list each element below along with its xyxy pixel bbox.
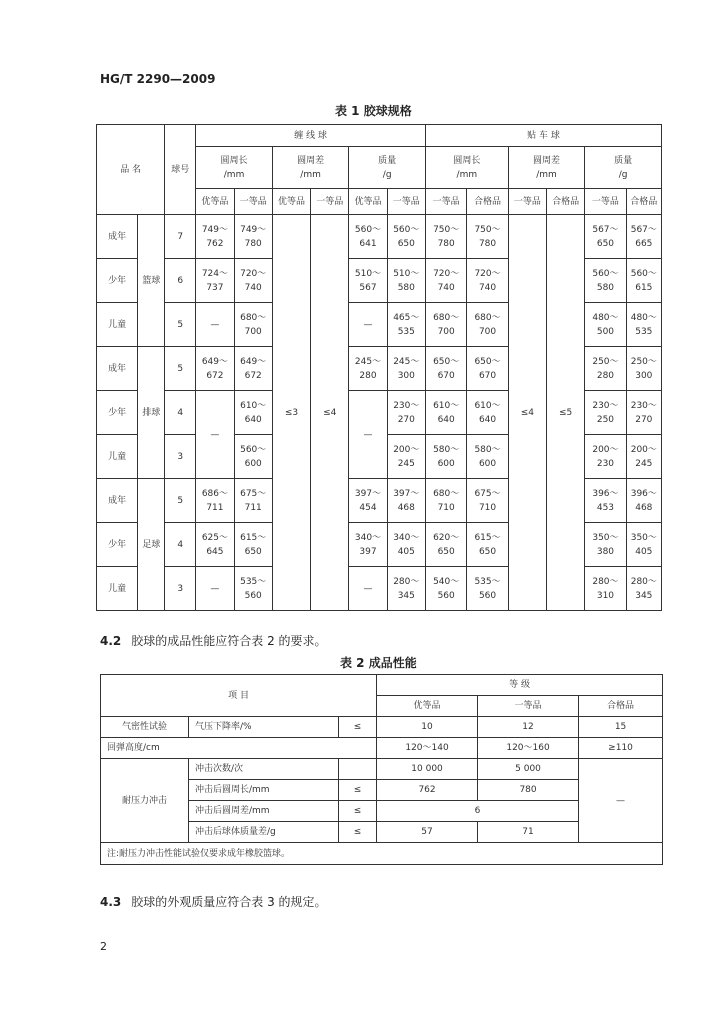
w-mass-unit: /g bbox=[382, 169, 392, 180]
cell-value: 280～ bbox=[630, 576, 657, 587]
ball-no: 5 bbox=[165, 479, 196, 523]
cell-value: 650 bbox=[397, 238, 415, 249]
ball-no: 5 bbox=[165, 347, 196, 391]
cell-value: 535 bbox=[397, 326, 415, 337]
cell-value: 650 bbox=[596, 238, 615, 249]
cell-value: 710 bbox=[478, 502, 497, 513]
grade-header: 合格品 bbox=[467, 189, 508, 215]
cell-value: 245 bbox=[635, 458, 653, 469]
impact-label: 耐压力冲击 bbox=[101, 759, 189, 843]
cell-value: 560～ bbox=[240, 444, 267, 455]
cell-value: 396～ bbox=[630, 488, 657, 499]
cell-value: 680～ bbox=[474, 312, 501, 323]
diff-wound-first: ≤4 bbox=[311, 215, 349, 611]
cell-value: 500 bbox=[596, 326, 615, 337]
group-patch: 贴 车 球 bbox=[425, 125, 661, 147]
cell-value: 245～ bbox=[393, 356, 420, 367]
w-circ-label: 圆周长 bbox=[220, 155, 248, 166]
cell-value: 397～ bbox=[354, 488, 382, 499]
cell-value: 580 bbox=[596, 282, 615, 293]
cell-value: 675～ bbox=[240, 488, 267, 499]
p-mass-label: 质量 bbox=[614, 155, 633, 166]
le-sign: ≤ bbox=[339, 822, 377, 843]
cell-value: — bbox=[349, 303, 387, 347]
cell-value: 465～ bbox=[393, 312, 420, 323]
col-no-header: 球号 bbox=[165, 125, 196, 215]
cell-value: 345 bbox=[635, 590, 653, 601]
cell-value: 230～ bbox=[592, 400, 619, 411]
cell-value: 700 bbox=[437, 326, 455, 337]
cell-value: 453 bbox=[596, 502, 615, 513]
cell-value: 720～ bbox=[240, 268, 267, 279]
ball-no: 5 bbox=[165, 303, 196, 347]
cell-value: 300 bbox=[397, 370, 415, 381]
cell-value: 280 bbox=[596, 370, 615, 381]
cell-value: 397 bbox=[359, 546, 377, 557]
cell-value: 780 bbox=[244, 238, 262, 249]
impact-count-label: 冲击次数/次 bbox=[189, 759, 339, 780]
cell-value: 600 bbox=[437, 458, 455, 469]
group-wound: 缠 线 球 bbox=[196, 125, 426, 147]
p-diff-label: 圆周差 bbox=[532, 155, 560, 166]
section-number: 4.2 bbox=[100, 634, 122, 648]
cell-value: 350～ bbox=[630, 532, 657, 543]
grade-header: 合格品 bbox=[626, 189, 661, 215]
sport-label: 足球 bbox=[138, 479, 165, 611]
cell-value: 5 000 bbox=[478, 759, 579, 780]
le-sign: ≤ bbox=[339, 780, 377, 801]
table-row bbox=[101, 717, 663, 738]
cell-value: 670 bbox=[437, 370, 455, 381]
rebound-label: 回弹高度/cm bbox=[101, 738, 377, 759]
ball-spec-table bbox=[96, 124, 662, 611]
age-label: 成年 bbox=[97, 347, 138, 391]
section-number: 4.3 bbox=[100, 895, 122, 909]
age-label: 儿童 bbox=[97, 303, 138, 347]
cell-value: 245～ bbox=[354, 356, 382, 367]
cell-value: — bbox=[196, 391, 234, 479]
cell-value: 300 bbox=[635, 370, 653, 381]
grade-header: 优等品 bbox=[196, 189, 234, 215]
age-label: 成年 bbox=[97, 215, 138, 259]
ball-no: 7 bbox=[165, 215, 196, 259]
cell-value: 230～ bbox=[393, 400, 420, 411]
cell-value: — bbox=[349, 391, 387, 479]
p-circ-unit: /mm bbox=[456, 169, 478, 180]
cell-value: 670 bbox=[478, 370, 497, 381]
cell-value: 560 bbox=[437, 590, 455, 601]
cell-value: 580 bbox=[397, 282, 415, 293]
cell-value: 250～ bbox=[630, 356, 657, 367]
cell-value: 740 bbox=[478, 282, 497, 293]
cell-value: 737 bbox=[206, 282, 224, 293]
age-label: 成年 bbox=[97, 479, 138, 523]
cell-value: 580～ bbox=[433, 444, 460, 455]
section-text: 胶球的成品性能应符合表 2 的要求。 bbox=[131, 634, 327, 648]
cell-value: 686～ bbox=[201, 488, 229, 499]
cell-value: 700 bbox=[478, 326, 497, 337]
table-row bbox=[101, 738, 663, 759]
age-label: 少年 bbox=[97, 391, 138, 435]
grade-header: 一等品 bbox=[387, 189, 425, 215]
section-text: 胶球的外观质量应符合表 3 的规定。 bbox=[131, 895, 327, 909]
table2-caption: 表 2 成品性能 bbox=[340, 656, 417, 670]
cell-value: 480～ bbox=[630, 312, 657, 323]
table1-caption: 表 1 胶球规格 bbox=[335, 104, 412, 118]
grade-superior: 优等品 bbox=[377, 696, 478, 717]
grade-header: 等 级 bbox=[377, 675, 663, 696]
w-diff-label: 圆周差 bbox=[297, 155, 325, 166]
cell-value: 749～ bbox=[240, 224, 267, 235]
cell-value: 280～ bbox=[592, 576, 619, 587]
cell-value: 560～ bbox=[393, 224, 420, 235]
cell-value: 480～ bbox=[592, 312, 619, 323]
cell-value: 560 bbox=[478, 590, 497, 601]
p-diff-unit: /mm bbox=[536, 169, 557, 180]
cell-value: 405 bbox=[397, 546, 415, 557]
cell-value: 200～ bbox=[592, 444, 619, 455]
cell-value: 700 bbox=[244, 326, 262, 337]
cell-value: 672 bbox=[206, 370, 224, 381]
cell-value: 567～ bbox=[592, 224, 619, 235]
post-mass-label: 冲击后球体质量差/g bbox=[189, 822, 339, 843]
cell-value: 649～ bbox=[240, 356, 267, 367]
cell-value: 250～ bbox=[592, 356, 619, 367]
table-row bbox=[97, 215, 662, 259]
cell-value: 615 bbox=[635, 282, 653, 293]
diff-wound-superior: ≤3 bbox=[272, 215, 310, 611]
standard-code: HG/T 2290—2009 bbox=[100, 72, 216, 86]
w-mass-label: 质量 bbox=[378, 155, 397, 166]
cell-value: 350～ bbox=[592, 532, 619, 543]
cell-value: 15 bbox=[579, 717, 663, 738]
cell-value: 397～ bbox=[393, 488, 420, 499]
grade-header: 一等品 bbox=[234, 189, 272, 215]
age-label: 少年 bbox=[97, 259, 138, 303]
cell-value: 650～ bbox=[433, 356, 460, 367]
cell-value: 510～ bbox=[393, 268, 420, 279]
cell-value: 615～ bbox=[474, 532, 501, 543]
cell-value: 230 bbox=[596, 458, 615, 469]
cell-value: — bbox=[196, 567, 234, 611]
cell-value: 567～ bbox=[630, 224, 657, 235]
cell-value: 615～ bbox=[240, 532, 267, 543]
cell-value: 560 bbox=[244, 590, 262, 601]
cell-value: 650 bbox=[437, 546, 455, 557]
cell-value: 250 bbox=[596, 414, 615, 425]
w-diff-unit: /mm bbox=[300, 169, 321, 180]
cell-value: 535 bbox=[635, 326, 653, 337]
grade-header: 一等品 bbox=[508, 189, 546, 215]
cell-value: 672 bbox=[244, 370, 262, 381]
cell-value: 645 bbox=[206, 546, 224, 557]
grade-header: 一等品 bbox=[311, 189, 349, 215]
grade-first: 一等品 bbox=[478, 696, 579, 717]
cell-value: 680～ bbox=[240, 312, 267, 323]
cell-value: 649～ bbox=[201, 356, 229, 367]
cell-value: 280 bbox=[359, 370, 377, 381]
age-label: 少年 bbox=[97, 523, 138, 567]
cell-value: 600 bbox=[244, 458, 262, 469]
cell-value: 720～ bbox=[433, 268, 460, 279]
cell-value: 396～ bbox=[592, 488, 619, 499]
cell-value: 405 bbox=[635, 546, 653, 557]
cell-value: 650～ bbox=[474, 356, 501, 367]
section-4-3 bbox=[100, 893, 327, 910]
table-note: 注:耐压力冲击性能试验仅要求成年橡胶篮球。 bbox=[101, 843, 663, 865]
cell-value: 10 000 bbox=[377, 759, 478, 780]
post-diff-label: 冲击后圆周差/mm bbox=[189, 801, 339, 822]
cell-value: 610～ bbox=[240, 400, 267, 411]
cell-value: 200～ bbox=[393, 444, 420, 455]
p-mass-unit: /g bbox=[618, 169, 628, 180]
pressure-drop-label: 气压下降率/% bbox=[189, 717, 339, 738]
w-circ-unit: /mm bbox=[223, 169, 245, 180]
sport-label: 篮球 bbox=[138, 215, 165, 347]
cell-value: 10 bbox=[377, 717, 478, 738]
le-sign: ≤ bbox=[339, 801, 377, 822]
cell-value: 640 bbox=[244, 414, 262, 425]
cell-value: 711 bbox=[206, 502, 224, 513]
ball-no: 4 bbox=[165, 523, 196, 567]
cell-value: 560～ bbox=[592, 268, 619, 279]
performance-table bbox=[100, 674, 663, 865]
cell-value: 600 bbox=[478, 458, 497, 469]
cell-value: 340～ bbox=[354, 532, 382, 543]
cell-value: 640 bbox=[478, 414, 497, 425]
cell-value: 710 bbox=[437, 502, 455, 513]
cell-value: 749～ bbox=[201, 224, 229, 235]
cell-value: 740 bbox=[244, 282, 262, 293]
ball-no: 3 bbox=[165, 567, 196, 611]
cell-value: 535～ bbox=[474, 576, 501, 587]
cell-value: 120～140 bbox=[377, 738, 478, 759]
cell-value: 675～ bbox=[474, 488, 501, 499]
cell-value: 620～ bbox=[433, 532, 460, 543]
cell-value: 625～ bbox=[201, 532, 229, 543]
age-label: 儿童 bbox=[97, 567, 138, 611]
cell-value: 665 bbox=[635, 238, 653, 249]
col-name-header: 品 名 bbox=[97, 125, 165, 215]
cell-value: 200～ bbox=[630, 444, 657, 455]
cell-value: 540～ bbox=[433, 576, 460, 587]
cell-value: 641 bbox=[359, 238, 377, 249]
cell-value: 245 bbox=[397, 458, 415, 469]
grade-header: 一等品 bbox=[585, 189, 626, 215]
ball-no: 4 bbox=[165, 391, 196, 435]
cell-value: 120～160 bbox=[478, 738, 579, 759]
cell-value: 230～ bbox=[630, 400, 657, 411]
cell-value: 345 bbox=[397, 590, 415, 601]
item-header: 项 目 bbox=[101, 675, 377, 717]
cell-value: 750～ bbox=[433, 224, 460, 235]
cell-value: 580～ bbox=[474, 444, 501, 455]
grade-qualified: 合格品 bbox=[579, 696, 663, 717]
cell-value: 780 bbox=[437, 238, 455, 249]
cell-value: 680～ bbox=[433, 488, 460, 499]
cell-value: 380 bbox=[596, 546, 615, 557]
page-number: 2 bbox=[100, 940, 107, 953]
cell-value: 468 bbox=[397, 502, 415, 513]
diff-patch-qualified: ≤5 bbox=[546, 215, 584, 611]
cell-value: 711 bbox=[244, 502, 262, 513]
cell-value: — bbox=[579, 759, 663, 843]
cell-value: 340～ bbox=[393, 532, 420, 543]
cell-value: 280～ bbox=[393, 576, 420, 587]
airtight-label: 气密性试验 bbox=[101, 717, 189, 738]
cell-value: 610～ bbox=[474, 400, 501, 411]
cell-value: 510～ bbox=[354, 268, 382, 279]
cell-value: 720～ bbox=[474, 268, 501, 279]
age-label: 儿童 bbox=[97, 435, 138, 479]
cell-value: 650 bbox=[478, 546, 497, 557]
sport-label: 排球 bbox=[138, 347, 165, 479]
cell-value: 640 bbox=[437, 414, 455, 425]
section-4-2 bbox=[100, 632, 327, 649]
cell-value: 567 bbox=[359, 282, 377, 293]
cell-value: ≥110 bbox=[579, 738, 663, 759]
le-sign: ≤ bbox=[339, 717, 377, 738]
p-circ-label: 圆周长 bbox=[453, 155, 481, 166]
grade-header: 优等品 bbox=[349, 189, 387, 215]
cell-value: 780 bbox=[478, 238, 497, 249]
post-circ-label: 冲击后圆周长/mm bbox=[189, 780, 339, 801]
cell-value: 57 bbox=[377, 822, 478, 843]
cell-value: 762 bbox=[206, 238, 224, 249]
cell-value: 560～ bbox=[630, 268, 657, 279]
cell-value: 71 bbox=[478, 822, 579, 843]
cell-value: 454 bbox=[359, 502, 377, 513]
cell-value: 560～ bbox=[354, 224, 382, 235]
cell-value: — bbox=[349, 567, 387, 611]
cell-value: 12 bbox=[478, 717, 579, 738]
cell-value: 740 bbox=[437, 282, 455, 293]
cell-value: 270 bbox=[397, 414, 415, 425]
cell-value: 468 bbox=[635, 502, 653, 513]
grade-header: 优等品 bbox=[272, 189, 310, 215]
cell-value: 680～ bbox=[433, 312, 460, 323]
cell-value: 724～ bbox=[201, 268, 229, 279]
cell-value: 610～ bbox=[433, 400, 460, 411]
ball-no: 6 bbox=[165, 259, 196, 303]
cell-value: 6 bbox=[377, 801, 579, 822]
cell-value: 310 bbox=[596, 590, 615, 601]
table-row bbox=[101, 759, 663, 780]
cell-value: 780 bbox=[478, 780, 579, 801]
grade-header: 一等品 bbox=[425, 189, 466, 215]
cell-value: 762 bbox=[377, 780, 478, 801]
cell-value: 750～ bbox=[474, 224, 501, 235]
cell-value: — bbox=[196, 303, 234, 347]
cell-value: 270 bbox=[635, 414, 653, 425]
diff-patch-first: ≤4 bbox=[508, 215, 546, 611]
cell-value: 650 bbox=[244, 546, 262, 557]
cell-value: 535～ bbox=[240, 576, 267, 587]
grade-header: 合格品 bbox=[546, 189, 584, 215]
ball-no: 3 bbox=[165, 435, 196, 479]
